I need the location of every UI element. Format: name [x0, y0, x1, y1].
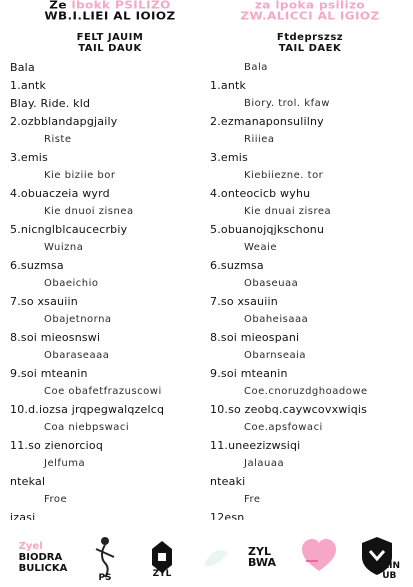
right-menu-list — [210, 62, 410, 520]
left-menu-item-4: 2.ozbblandapgjaily — [10, 115, 118, 128]
right-menu-column — [210, 0, 410, 520]
right-menu-item-1: Bala — [244, 62, 268, 73]
sponsor-logo-1-text — [19, 541, 68, 574]
left-menu-item-2: 1.antk — [10, 79, 47, 92]
right-menu-item-25: Fre — [244, 494, 261, 505]
left-menu-list — [10, 62, 210, 520]
left-menu-item-25: Froe — [44, 494, 68, 505]
left-header-brand-2: PSILIZO — [115, 0, 171, 12]
left-header-brand: lbokk — [71, 0, 111, 12]
left-menu-item-11: Wuizna — [44, 242, 84, 253]
left-subheader-line-1: FELT JAUIM — [76, 32, 144, 43]
sponsor-logos — [0, 525, 413, 587]
left-menu-item-15: Obajetnorna — [44, 314, 112, 325]
sponsor-logo-1-line-1: Zyel — [18, 540, 43, 552]
sponsor-logo-2-mark — [84, 531, 126, 583]
left-header — [10, 0, 210, 22]
left-menu-item-3: Blay. Ride. kld — [10, 97, 91, 110]
left-menu-item-5: Riste — [44, 134, 72, 145]
left-menu-item-20: 10.d.iozsa jrqpegwalqzelcq — [10, 403, 165, 416]
right-menu-item-7: Kiebiiezne. tor — [244, 170, 324, 181]
sponsor-logo-7-line-1: RIN — [382, 561, 400, 571]
right-header-line-2: ZW.ALICCI AL IGIOZ — [240, 10, 380, 23]
left-menu-item-9: Kie dnuoi zisnea — [44, 206, 134, 217]
left-menu-item-1: Bala — [10, 61, 35, 74]
leaf-icon — [194, 531, 234, 583]
sponsor-logo-5-line-2: BWA — [248, 556, 276, 569]
right-menu-item-13: Obaseuaa — [244, 278, 299, 289]
right-menu-item-16: 8.soi mieospani — [210, 331, 300, 344]
sponsor-logo-2-label: PS — [98, 573, 112, 583]
heart-icon — [292, 531, 346, 583]
sponsor-logo-2 — [84, 531, 126, 583]
sponsor-logo-7-mark — [348, 531, 406, 583]
right-menu-item-15: Obaheisaaa — [244, 314, 309, 325]
right-menu-item-3: Biory. trol. kfaw — [244, 98, 330, 109]
left-menu-item-17: Obaraseaaa — [44, 350, 110, 361]
right-menu-item-14: 7.so xsauiin — [210, 295, 278, 308]
right-subheader-line-1: Ftdeprszsz — [276, 32, 344, 43]
left-menu-item-21: Coa niebpswaci — [44, 422, 130, 433]
right-menu-item-2: 1.antk — [210, 79, 247, 92]
left-menu-item-6: 3.emis — [10, 151, 48, 164]
right-header — [210, 0, 410, 22]
right-menu-item-6: 3.emis — [210, 151, 248, 164]
sponsor-logo-7-text — [382, 561, 400, 581]
left-menu-item-18: 9.soi mteanin — [10, 367, 88, 380]
sponsor-logo-7 — [348, 531, 406, 583]
right-menu-item-12: 6.suzmsa — [210, 259, 264, 272]
right-menu-item-22: 11.uneezizwsiqi — [210, 439, 301, 452]
sponsor-logo-3-label: ZYL — [152, 569, 172, 579]
left-menu-item-8: 4.obuaczeia wyrd — [10, 187, 110, 200]
left-menu-item-7: Kie biziie bor — [44, 170, 116, 181]
right-menu-item-20: 10.so zeobq.caywcovxwiqis — [210, 403, 368, 416]
left-menu-item-24: ntekal — [10, 475, 46, 488]
right-subheader-line-2: TAIL DAEK — [278, 43, 342, 54]
left-menu-item-23: Jelfuma — [44, 458, 86, 469]
left-menu-item-10: 5.nicnglblcaucecrbiy — [10, 223, 128, 236]
right-menu-item-10: 5.obuanojqjkschonu — [210, 223, 325, 236]
sponsor-logo-1-line-3: BULICKA — [18, 562, 68, 574]
sponsor-logo-7-line-2: UB — [382, 571, 397, 581]
left-menu-item-16: 8.soi mieosnswi — [10, 331, 101, 344]
right-menu-item-11: Weaie — [244, 242, 278, 253]
right-menu-item-5: Riiiea — [244, 134, 275, 145]
right-header-line-1: za lpoka psilizo — [254, 0, 366, 12]
left-menu-item-12: 6.suzmsa — [10, 259, 64, 272]
sponsor-logo-5 — [236, 531, 288, 583]
sponsor-logo-3 — [134, 531, 190, 583]
left-header-word-1: Ze — [49, 0, 67, 12]
sponsor-logo-5-text — [248, 546, 276, 568]
right-menu-item-4: 2.ezmanaponsulilny — [210, 115, 324, 128]
left-menu-item-13: Obaeichio — [44, 278, 99, 289]
right-menu-item-21: Coe.apsfowaci — [244, 422, 323, 433]
left-menu-item-22: 11.so zienorcioq — [10, 439, 104, 452]
right-menu-item-8: 4.onteocicb wyhu — [210, 187, 311, 200]
right-menu-item-26: 12esn — [210, 511, 245, 520]
left-subheader-line-2: TAIL DAUK — [78, 43, 142, 54]
right-menu-item-23: Jalauaa — [244, 458, 285, 469]
left-subheader — [10, 32, 210, 54]
right-menu-item-18: 9.soi mteanin — [210, 367, 288, 380]
left-header-line-2: WB.I.LIEI AL IOIOZ — [44, 10, 176, 23]
right-menu-item-17: Obarnseaia — [244, 350, 307, 361]
sponsor-logo-1-line-2: BIODRA — [18, 551, 63, 563]
sponsor-logo-1 — [8, 531, 78, 583]
left-menu-item-14: 7.so xsauiin — [10, 295, 78, 308]
sponsor-logo-4 — [194, 531, 234, 583]
right-menu-item-19: Coe.cnoruzdghoadowe — [244, 386, 368, 397]
right-menu-item-9: Kie dnuai zisrea — [244, 206, 332, 217]
sponsor-logo-3-mark — [134, 531, 190, 583]
left-menu-column — [10, 0, 210, 520]
right-menu-item-24: nteaki — [210, 475, 246, 488]
left-menu-item-19: Coe obafetfrazuscowi — [44, 386, 162, 397]
sponsor-logo-5-line-1: ZYL — [248, 545, 271, 558]
left-menu-item-26: izasi — [10, 511, 36, 520]
right-subheader — [210, 32, 410, 54]
sponsor-logo-6 — [292, 531, 346, 583]
